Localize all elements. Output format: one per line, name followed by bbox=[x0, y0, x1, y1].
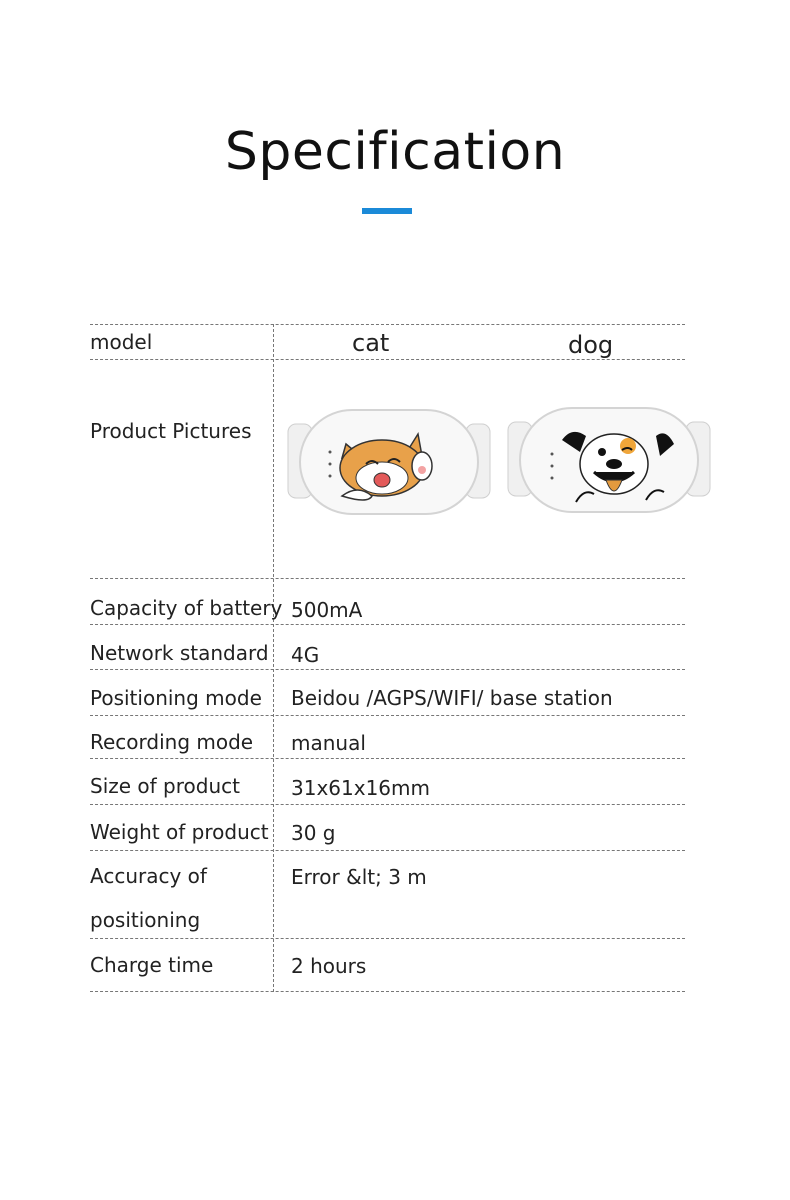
model-label: model bbox=[90, 330, 153, 354]
row-divider bbox=[90, 804, 685, 805]
row-divider bbox=[90, 359, 685, 360]
row-divider bbox=[90, 624, 685, 625]
charge-time-value: 2 hours bbox=[291, 954, 367, 978]
title-underline bbox=[362, 208, 412, 214]
row-divider bbox=[90, 324, 685, 325]
network-value: 4G bbox=[291, 643, 320, 667]
size-value: 31x61x16mm bbox=[291, 776, 430, 800]
column-divider bbox=[273, 324, 274, 992]
model-dog: dog bbox=[568, 331, 614, 359]
network-label: Network standard bbox=[90, 641, 269, 665]
row-divider bbox=[90, 850, 685, 851]
charge-time-label: Charge time bbox=[90, 953, 214, 977]
row-divider bbox=[90, 938, 685, 939]
recording-mode-value: manual bbox=[291, 731, 366, 755]
row-divider bbox=[90, 991, 685, 992]
product-pictures-label: Product Pictures bbox=[90, 419, 252, 443]
model-cat: cat bbox=[352, 329, 390, 357]
row-divider bbox=[90, 758, 685, 759]
row-divider bbox=[90, 578, 685, 579]
row-divider bbox=[90, 669, 685, 670]
size-label: Size of product bbox=[90, 774, 240, 798]
weight-value: 30 g bbox=[291, 821, 336, 845]
positioning-mode-value: Beidou /AGPS/WIFI/ base station bbox=[291, 686, 613, 710]
page-title: Specification bbox=[224, 122, 566, 182]
battery-value: 500mA bbox=[291, 598, 363, 622]
recording-mode-label: Recording mode bbox=[90, 730, 254, 754]
accuracy-label-line2: positioning bbox=[90, 908, 201, 932]
row-divider bbox=[90, 715, 685, 716]
dog-tracker-image bbox=[506, 404, 712, 516]
positioning-mode-label: Positioning mode bbox=[90, 686, 262, 710]
accuracy-label-line1: Accuracy of bbox=[90, 864, 207, 888]
weight-label: Weight of product bbox=[90, 820, 269, 844]
battery-label: Capacity of battery bbox=[90, 596, 283, 620]
accuracy-value: Error &lt; 3 m bbox=[291, 865, 427, 889]
cat-tracker-image bbox=[286, 406, 492, 518]
